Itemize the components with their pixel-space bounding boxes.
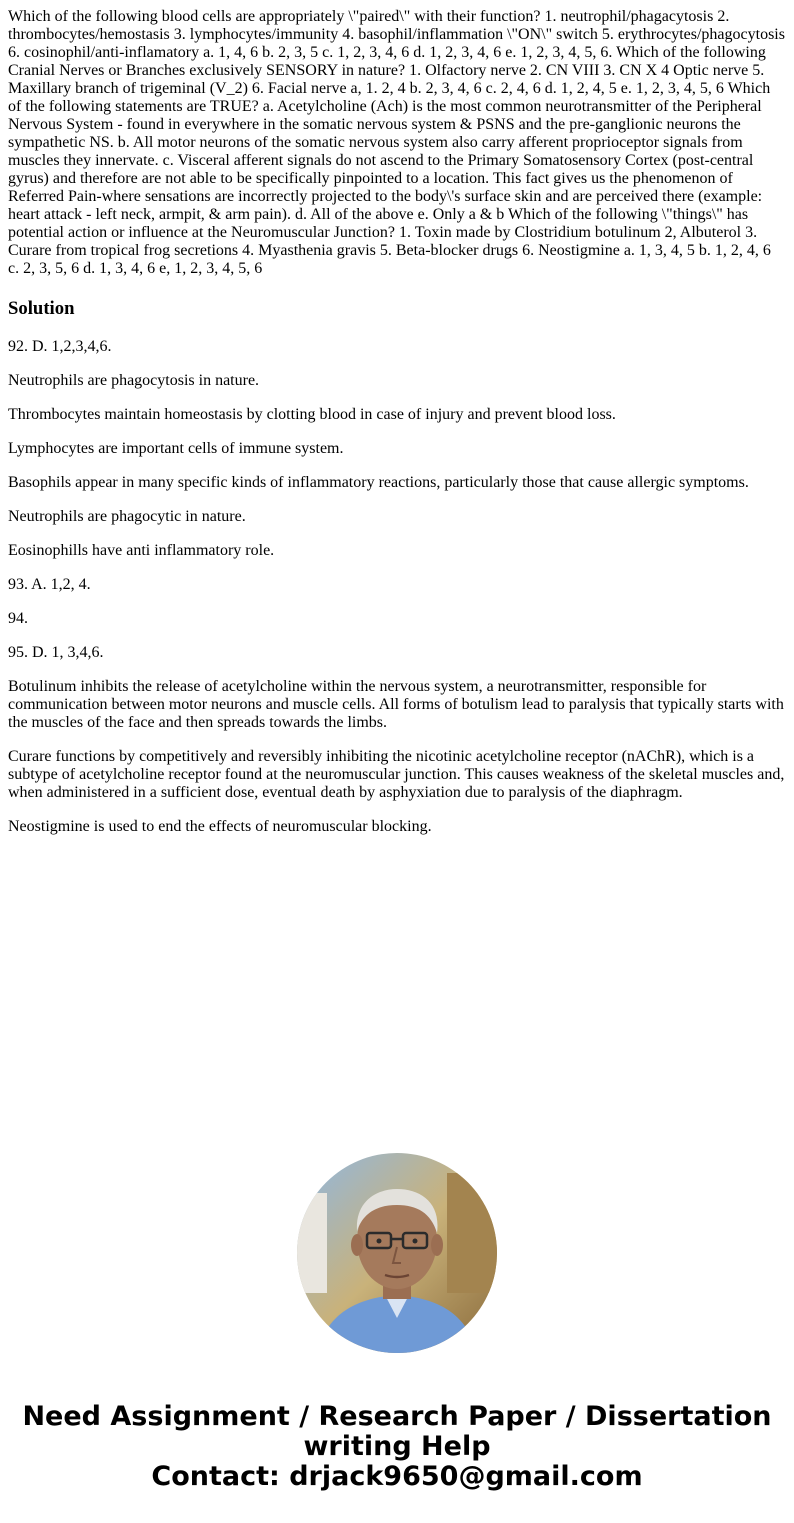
promo-line-2: writing Help — [303, 1431, 491, 1462]
solution-paragraph: Eosinophills have anti inflammatory role. — [8, 542, 275, 559]
solution-paragraph: Lymphocytes are important cells of immune system. — [8, 440, 344, 457]
solution-paragraph: Neutrophils are phagocytosis in nature. — [8, 372, 260, 389]
solution-paragraph: 93. A. 1,2, 4. — [8, 576, 91, 593]
solution-paragraph: 94. — [8, 610, 28, 627]
promo-contact: Contact: drjack9650@gmail.com — [151, 1461, 643, 1492]
document-content — [8, 8, 786, 836]
solution-paragraph: Neostigmine is used to end the effects of neuromuscular blocking. — [8, 818, 432, 835]
solution-paragraph: 92. D. 1,2,3,4,6. — [8, 338, 112, 355]
solution-paragraph: Curare functions by competitively and reversibly inhibiting the nicotinic acetylcholine receptor (nAChR), which is a subtype of acetylcholine receptor found at the neuromuscular junction. This causes weakness of the skeletal muscles and, when administered in a sufficient dose, eventual death by asphyxiation due to paralysis of the diaphragm. — [8, 748, 785, 801]
promo-banner — [0, 1402, 794, 1492]
author-avatar — [297, 1153, 497, 1353]
solution-paragraph: Botulinum inhibits the release of acetylcholine within the nervous system, a neurotransmitter, responsible for communication between motor neurons and muscle cells. All forms of botulism lead to paralysis that typically starts with the muscles of the face and then spreads towards the limbs. — [8, 678, 784, 731]
question-text: Which of the following blood cells are appropriately \"paired\" with their function? 1. neutrophil/phagacytosis 2. thrombocytes/hemostasis 3. lymphocytes/immunity 4. basophil/inflammation \"ON\" switch 5. erythrocytes/phagocytosis 6. cosinophil/anti-inflamatory a. 1, 4, 6 b. 2, 3, 5 c. 1, 2, 3, 4, 6 d. 1, 2, 3, 4, 6 e. 1, 2, 3, 4, 5, 6. Which of the following Cranial Nerves or Branches exclusively SENSORY in nature? 1. Olfactory nerve 2. CN VIII 3. CN X 4 Optic nerve 5. Maxillary branch of trigeminal (V_2) 6. Facial nerve a, 1. 2, 4 b. 2, 3, 4, 6 c. 2, 4, 6 d. 1, 2, 4, 5 e. 1, 2, 3, 4, 5, 6 Which of the following statements are TRUE? a. Acetylcholine (Ach) is the most common neurotransmitter of the Peripheral Nervous System - found in everywhere in the somatic nervous system & PSNS and the pre-ganglionic neurons the sympathetic NS. b. All motor neurons of the somatic nervous system also carry afferent proprioceptor signals from muscles they innervate. c. Visceral afferent signals do not ascend to the Primary Somatosensory Cortex (post-central gyrus) and therefore are not able to be specifically pinpointed to a location. This fact gives us the phenomenon of Referred Pain-where sensations are incorrectly projected to the body\'s surface skin and are perceived there (example: heart attack - left neck, armpit, & arm pain). d. All of the above e. Only a & b Which of the following \"things\" has potential action or influence at the Neuromuscular Junction? 1. Toxin made by Clostridium botulinum 2, Albuterol 3. Curare from tropical frog secretions 4. Myasthenia gravis 5. Beta-blocker drugs 6. Neostigmine a. 1, 3, 4, 5 b. 1, 2, 4, 6 c. 2, 3, 5, 6 d. 1, 3, 4, 6 e, 1, 2, 3, 4, 5, 6 — [8, 8, 785, 277]
solution-paragraph: Neutrophils are phagocytic in nature. — [8, 508, 246, 525]
solution-paragraph: Basophils appear in many specific kinds of inflammatory reactions, particularly those that cause allergic symptoms. — [8, 474, 749, 491]
solution-heading: Solution — [8, 298, 75, 319]
solution-paragraph: 95. D. 1, 3,4,6. — [8, 644, 104, 661]
promo-line-1: Need Assignment / Research Paper / Dissertation — [22, 1401, 772, 1432]
solution-paragraph: Thrombocytes maintain homeostasis by clotting blood in case of injury and prevent blood loss. — [8, 406, 616, 423]
person-photo-avatar-icon — [297, 1153, 497, 1353]
